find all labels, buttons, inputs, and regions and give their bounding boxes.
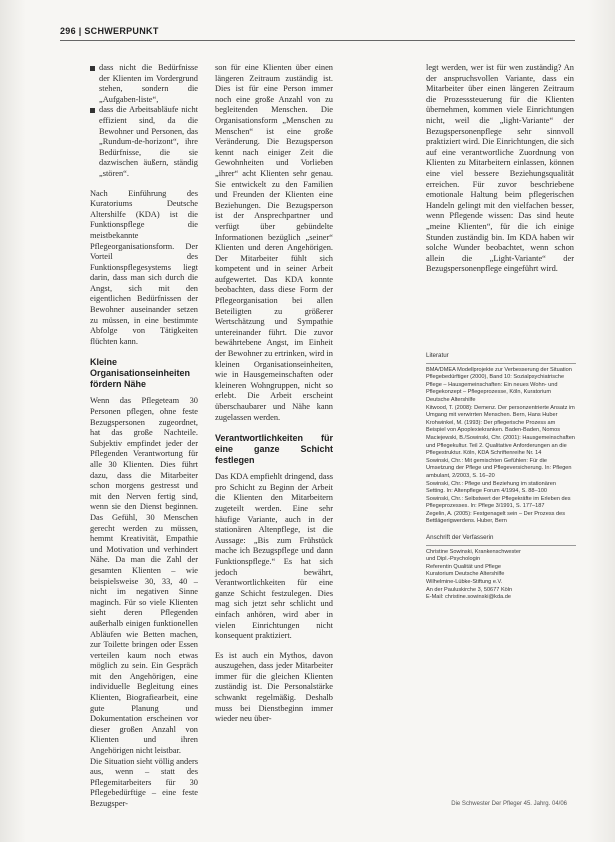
author-line: und Dipl.-Psychologin xyxy=(426,556,481,563)
page-footer: Die Schwester Der Pfleger 45. Jahrg. 04/06 xyxy=(451,801,567,807)
paragraph: Das KDA empfiehlt dringend, dass pro Schicht zu Beginn der Arbeit die Klienten den Mitarbeitern zugeteilt werden. Eine sehr häufige Variante, auch in der stationären Altenpflege, ist die Aussage: „Bis zum Frühstück mache ich Bezugspflege und dann Funktionspflege.“ Es hat sich jedoch bewährt, Verantwortlichkeiten für eine ganze Schicht festzulegen. Dies mag sich jetzt sehr schlicht und einfach anhören, wird aber in vielen Einrichtungen nicht konsequent praktiziert. xyxy=(215,472,333,641)
author-line: An der Pauluskirche 3, 50677 Köln xyxy=(426,586,513,593)
bullet-square-icon xyxy=(90,66,95,71)
bullet-text: dass nicht die Bedürfnisse der Klienten im Vordergrund stehen, sondern die „Aufgaben-liste“, xyxy=(99,63,198,104)
literature-box xyxy=(426,352,576,602)
author-line: Kuratorium Deutsche Altershilfe xyxy=(426,571,505,578)
literature-entry: Kitwood, T. (2008): Demenz. Der personzentrierte Ansatz im Umgang mit verwirrten Menschen. Bern, Hans Huber xyxy=(426,404,575,419)
author-line: E-Mail: christine.sowinski@kda.de xyxy=(426,594,511,601)
paragraph: Die Situation sieht völlig anders aus, wenn – statt des Pflegemitarbeiters für 30 Pflegebedürftige – eine feste Bezugsper- xyxy=(90,756,198,808)
author-line: Referentin Qualität und Pflege xyxy=(426,563,501,570)
bullet-item xyxy=(90,105,198,179)
section-heading: Verantwortlichkeiten für eine ganze Schicht festlegen xyxy=(215,433,333,466)
literature-entry: Krohwinkel, M. (1993): Der pflegerische Prozess am Beispiel von Apoplexiekranken. Baden-Baden, Nomos xyxy=(426,419,561,434)
literature-entry: Zegelin, A. (2005): Festgenagelt sein – Der Prozess des Bettlägerigwerdens. Huber, Bern xyxy=(426,510,565,525)
paragraph: Nach Einführung des Kuratoriums Deutsche Altershilfe (KDA) ist die Funktionspflege die meistbekannte Pflegeorganisationsform. Der Vorteil des Funktionspflegesystems liegt darin, dass man sich durch die Angst, sich mit den eigentlichen Bedürfnissen der Bewohner auseinander setzen zu müssen, in eine bestimmte Abfolge von Tätigkeiten flüchten kann. xyxy=(90,188,198,346)
literature-entry: Sowinski, Chr.: Mit gemischten Gefühlen: Für die Umsetzung der Pflege und Pflegeversicherung. In: Pflegen ambulant, 2/2003, S. 16–20 xyxy=(426,457,572,479)
paragraph: Wenn das Pflegeteam 30 Personen pflegen, ohne feste Bezugspersonen zugeordnet, hat das große Nachteile. Subjektiv empfindet jeder der Pflegenden Verantwortung für alle 30 Klienten. Dies führt dazu, dass die Mitarbeiter schon morgens gestresst und mit den Nerven fertig sind, wenn sie den Dienst beginnen. Das Gefühl, 30 Menschen gerecht werden zu müssen, hemmt Kreativität, Empathie und Motivation und verhindert Nähe. Da man die Zahl der gesamten Klienten – wie beispielsweise 30, 33, 40 – nicht im negativen Sinne maginch. Für so viele Klienten sieht deren Pflegenden außerhalb einigen funktionellen Abläufen wie Betten machen, zur Toilette bringen oder Essen verteilen kaum noch etwas möglich zu sein. Ein Gespräch mit den Angehörigen, eine individuelle Begleitung eines Klienten, Biografiearbeit, eine gute Planung und Dokumentation erscheinen vor dieser großen Anzahl von Klienten und ihren Angehörigen nicht leistbar. xyxy=(90,396,198,756)
divider xyxy=(426,545,576,546)
paragraph: son für eine Klienten über einen längeren Zeitraum zuständig ist. Dies ist für eine Person immer noch eine große Anzahl von zu begleitenden Menschen. Die Organisationsform „Menschen zu Menschen“ ist eine große Veränderung. Die Bezugsperson kennt nach einiger Zeit die Gewohnheiten und Vorlieben „ihrer“ acht Klienten sehr genau. Sie entwickelt zu den Familien und Freunden der Klienten eine Beziehungen. Die Bezugsperson ist der Ansprechpartner und verfügt über gebündelte Informationen bezüglich „seiner“ Klienten und deren Angehörigen. Der Mitarbeiter fühlt sich kompetent und in seiner Arbeit aufgewertet. Das KDA konnte beobachten, dass diese Form der Pflegeorganisation bei allen Beteiligten zu größerer Wertschätzung und Sympathie untereinander führt. Die zuvor bewährtebene Angst, im Einheit der Bewohner zu ertrinken, wird in kleinen Organisationseinheiten, wie in Hausgemeinschaften oder kleineren Wohngruppen, nicht so erlebt. Die Arbeit erscheint überschaubarer und Nähe kann zugelassen werden. xyxy=(215,63,333,422)
column-2 xyxy=(215,63,333,725)
literature-entry: Sowinski, Chr.: Selbstwert der Pflegekräfte im Erleben des Pflegeprozesses. In: Pflege 3/1991, S. 177–187 xyxy=(426,495,571,510)
bullet-square-icon xyxy=(90,108,95,113)
author-line: Wilhelmine-Lübke-Stiftung e.V. xyxy=(426,579,503,586)
author-label: Anschrift der Verfasserin xyxy=(426,534,494,542)
divider xyxy=(426,363,576,364)
bullet-item xyxy=(90,63,198,105)
literature-label: Literatur xyxy=(426,352,449,359)
column-3 xyxy=(426,63,574,275)
author-line: Christine Sowinski, Krankenschwester xyxy=(426,548,521,555)
paragraph: Es ist auch ein Mythos, davon auszugehen, dass jeder Mitarbeiter immer für die gleichen Klienten zuständig ist. Die Personalstärke schwankt regelmäßig. Deshalb muss bei Dienstbeginn immer wieder neu über- xyxy=(215,650,333,724)
literature-entry: Maciejewski, B./Sowinski, Chr. (2001): Hausgemeinschaften und Pflegekultur. Teil 2. Qualitative Anforderungen an die Pflegestruktur. Köln, KDA Schriftenreihe Nr. 14 xyxy=(426,434,575,457)
bullet-text: dass die Arbeitsabläufe nicht effizient sind, da die Bewohner und Personen, das „Rundum-de-horizont“, ihre Bedürfnisse, die sie dazwischen äußern, ständig „stören“. xyxy=(99,105,198,178)
section-heading: Kleine Organisationseinheiten fördern Nähe xyxy=(90,357,191,390)
literature-entry: Sowinski, Chr.: Pflege und Beziehung im stationären Setting. In: Altenpflege Forum 4/1994, S. 88–100 xyxy=(426,480,556,495)
header-rule xyxy=(60,40,575,41)
literature-entry: BMA/DMEA Modellprojekte zur Verbesserung der Situation Pflegebedürftiger (2000), Band 10: Sozialpsychiatrische Pflege – Hausgemeinschaften: Ein neues Wohn- und Pflegekonzept – Pflegeprozesse, Köln, Kuratorium Deutsche Altershilfe xyxy=(426,366,572,403)
paragraph: legt werden, wer ist für wen zuständig? An der anspruchsvollen Variante, dass ein Mitarbeiter über einen längeren Zeitraum die Prozesssteuerung für die Klienten übernehmen, kommen viele Einrichtungen nicht, weil die „light-Variante“ der Bezugspersonenpflege sehr sinnvoll praktiziert wird. Die Einrichtungen, die sich auf eine verantwortliche Zuordnung von Klienten zu Mitarbeitern einlassen, können eine viel bessere Beziehungsqualität erreichen. Für zuvor beschriebene emotionale Haltung beim pflegerischen Handeln gelingt mit den vielfachen besser, wenn Pflegende wissen: Das sind heute „meine Klienten“, für die ich einige Stunden zuständig bin. Im KDA haben wir solche Wunder beobachtet, wenn schon allein die „Light-Variante“ der Bezugspersonenpflege eingeführt wird. xyxy=(426,63,574,274)
page-header: 296 | SCHWERPUNKT xyxy=(60,26,159,36)
column-1 xyxy=(90,63,198,810)
